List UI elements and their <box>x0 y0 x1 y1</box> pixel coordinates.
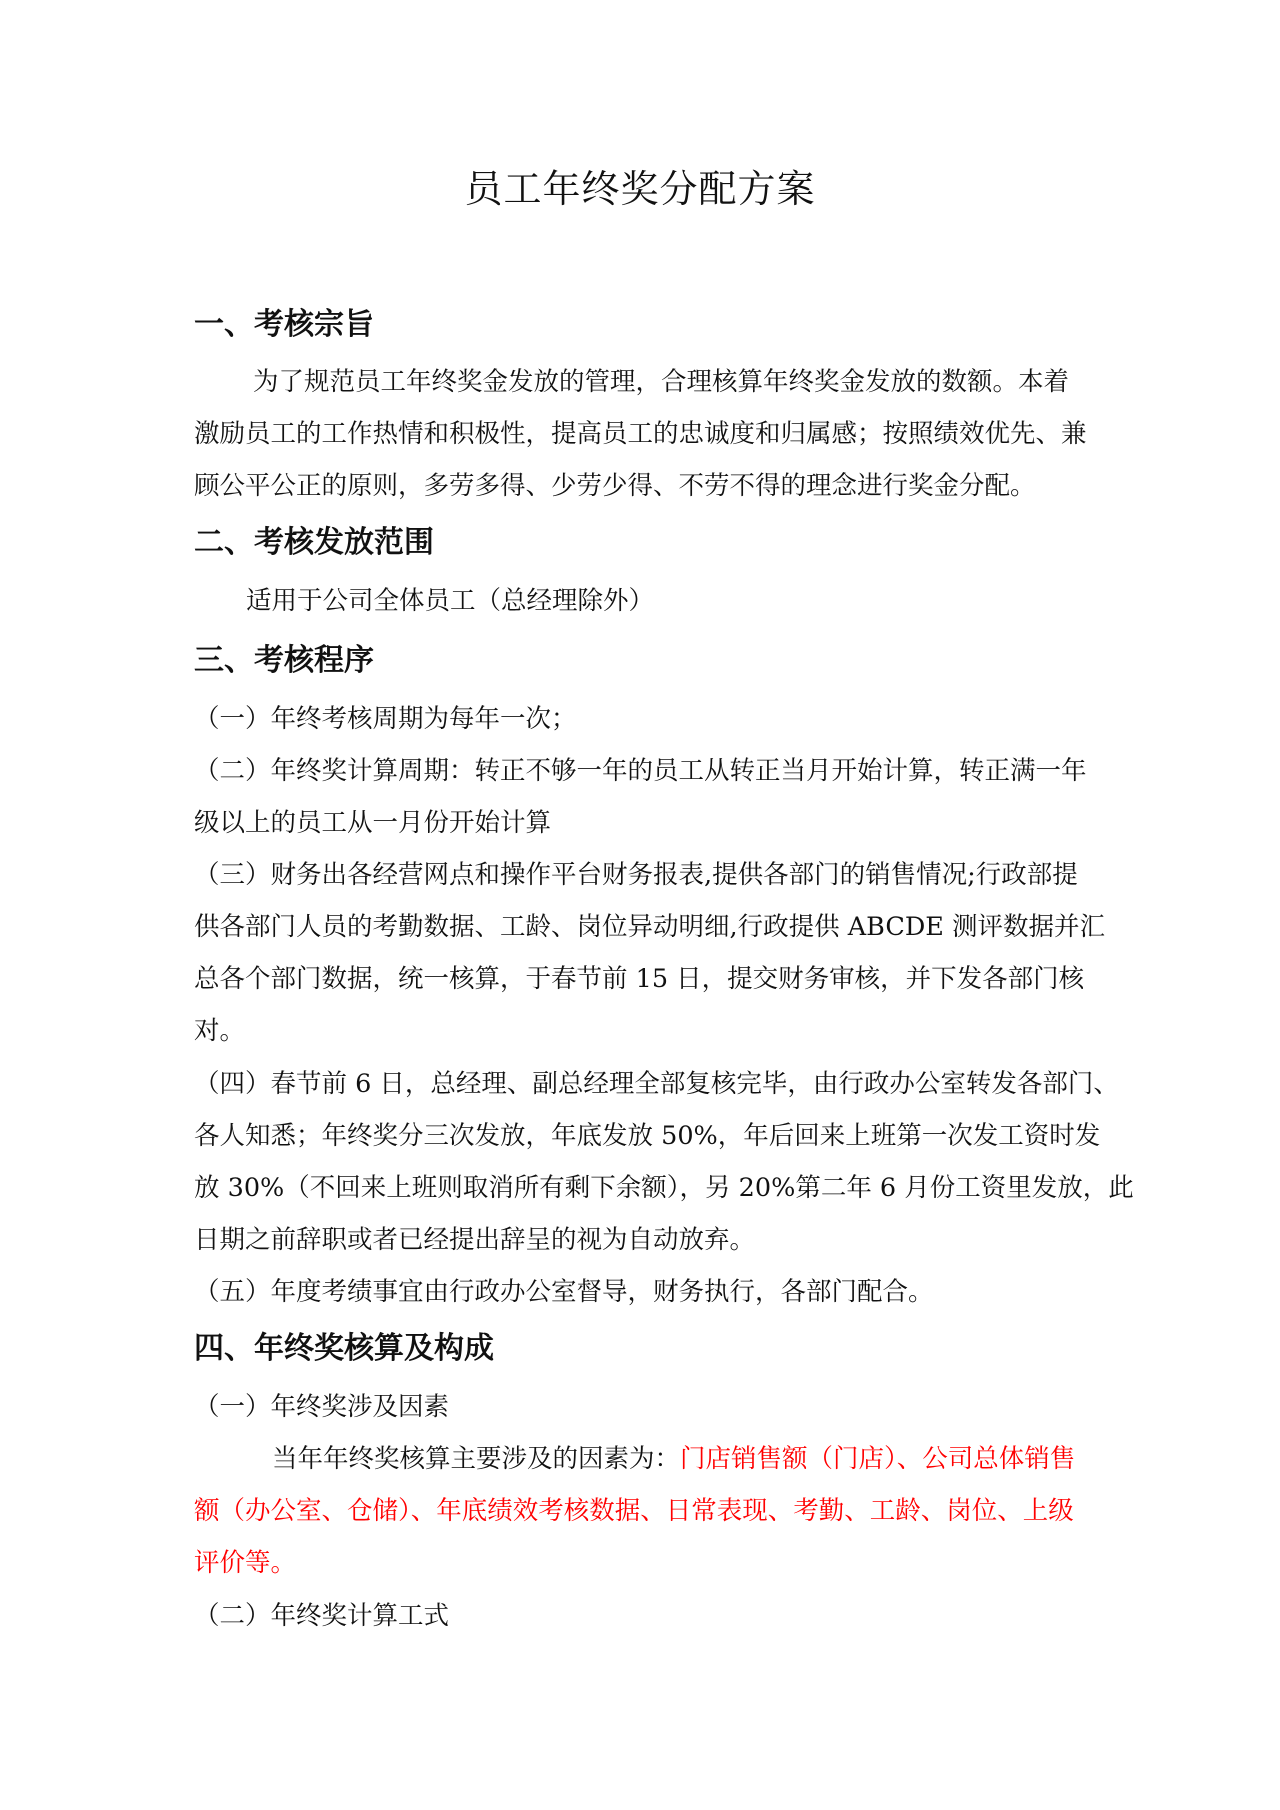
section-3-line-2: （二）年终奖计算周期：转正不够一年的员工从转正当月开始计算，转正满一年 <box>194 756 1087 786</box>
section-2-heading: 二、考核发放范围 <box>194 525 434 560</box>
section-1-heading: 一、考核宗旨 <box>194 307 374 342</box>
section-4-factors-line-3: 评价等。 <box>194 1548 297 1578</box>
document-title: 员工年终奖分配方案 <box>464 167 816 211</box>
section-3-line-10: 放 30%（不回来上班则取消所有剩下余额），另 20%第二年 6 月份工资里发放，此 <box>194 1173 1134 1203</box>
section-3-line-11: 日期之前辞职或者已经提出辞呈的视为自动放弃。 <box>194 1225 756 1255</box>
section-3-line-8: （四）春节前 6 日，总经理、副总经理全部复核完毕，由行政办公室转发各部门、 <box>194 1069 1119 1099</box>
section-1-line-3: 顾公平公正的原则，多劳多得、少劳少得、不劳不得的理念进行奖金分配。 <box>194 471 1036 501</box>
section-4-sub-1: （一）年终奖涉及因素 <box>194 1392 450 1422</box>
section-2-line-1: 适用于公司全体员工（总经理除外） <box>246 586 655 616</box>
section-3-line-12: （五）年度考绩事宜由行政办公室督导，财务执行，各部门配合。 <box>194 1277 934 1307</box>
section-3-line-5: 供各部门人员的考勤数据、工龄、岗位异动明细,行政提供 ABCDE 测评数据并汇 <box>194 912 1106 942</box>
section-1-line-2: 激励员工的工作热情和积极性，提高员工的忠诚度和归属感；按照绩效优先、兼 <box>194 419 1087 449</box>
section-1-line-1: 为了规范员工年终奖金发放的管理，合理核算年终奖金发放的数额。本着 <box>253 367 1070 397</box>
section-3-line-4: （三）财务出各经营网点和操作平台财务报表,提供各部门的销售情况;行政部提 <box>194 860 1078 890</box>
factors-intro: 当年年终奖核算主要涉及的因素为： <box>272 1444 681 1474</box>
section-3-line-3: 级以上的员工从一月份开始计算 <box>194 808 552 838</box>
section-3-heading: 三、考核程序 <box>194 643 374 678</box>
section-4-factors-line-2: 额（办公室、仓储）、年底绩效考核数据、日常表现、考勤、工龄、岗位、上级 <box>194 1496 1074 1526</box>
section-3-line-1: （一）年终考核周期为每年一次； <box>194 704 577 734</box>
section-4-factors-line-1 <box>272 1433 1172 1485</box>
section-3-line-9: 各人知悉；年终奖分三次发放，年底发放 50%，年后回来上班第一次发工资时发 <box>194 1121 1101 1151</box>
section-3-line-6: 总各个部门数据，统一核算，于春节前 15 日，提交财务审核，并下发各部门核 <box>194 964 1085 994</box>
factors-highlight-1: 门店销售额（门店）、公司总体销售 <box>680 1444 1076 1474</box>
section-4-sub-2: （二）年终奖计算工式 <box>194 1601 450 1631</box>
section-3-line-7: 对。 <box>194 1016 246 1046</box>
section-4-heading: 四、年终奖核算及构成 <box>194 1331 494 1366</box>
